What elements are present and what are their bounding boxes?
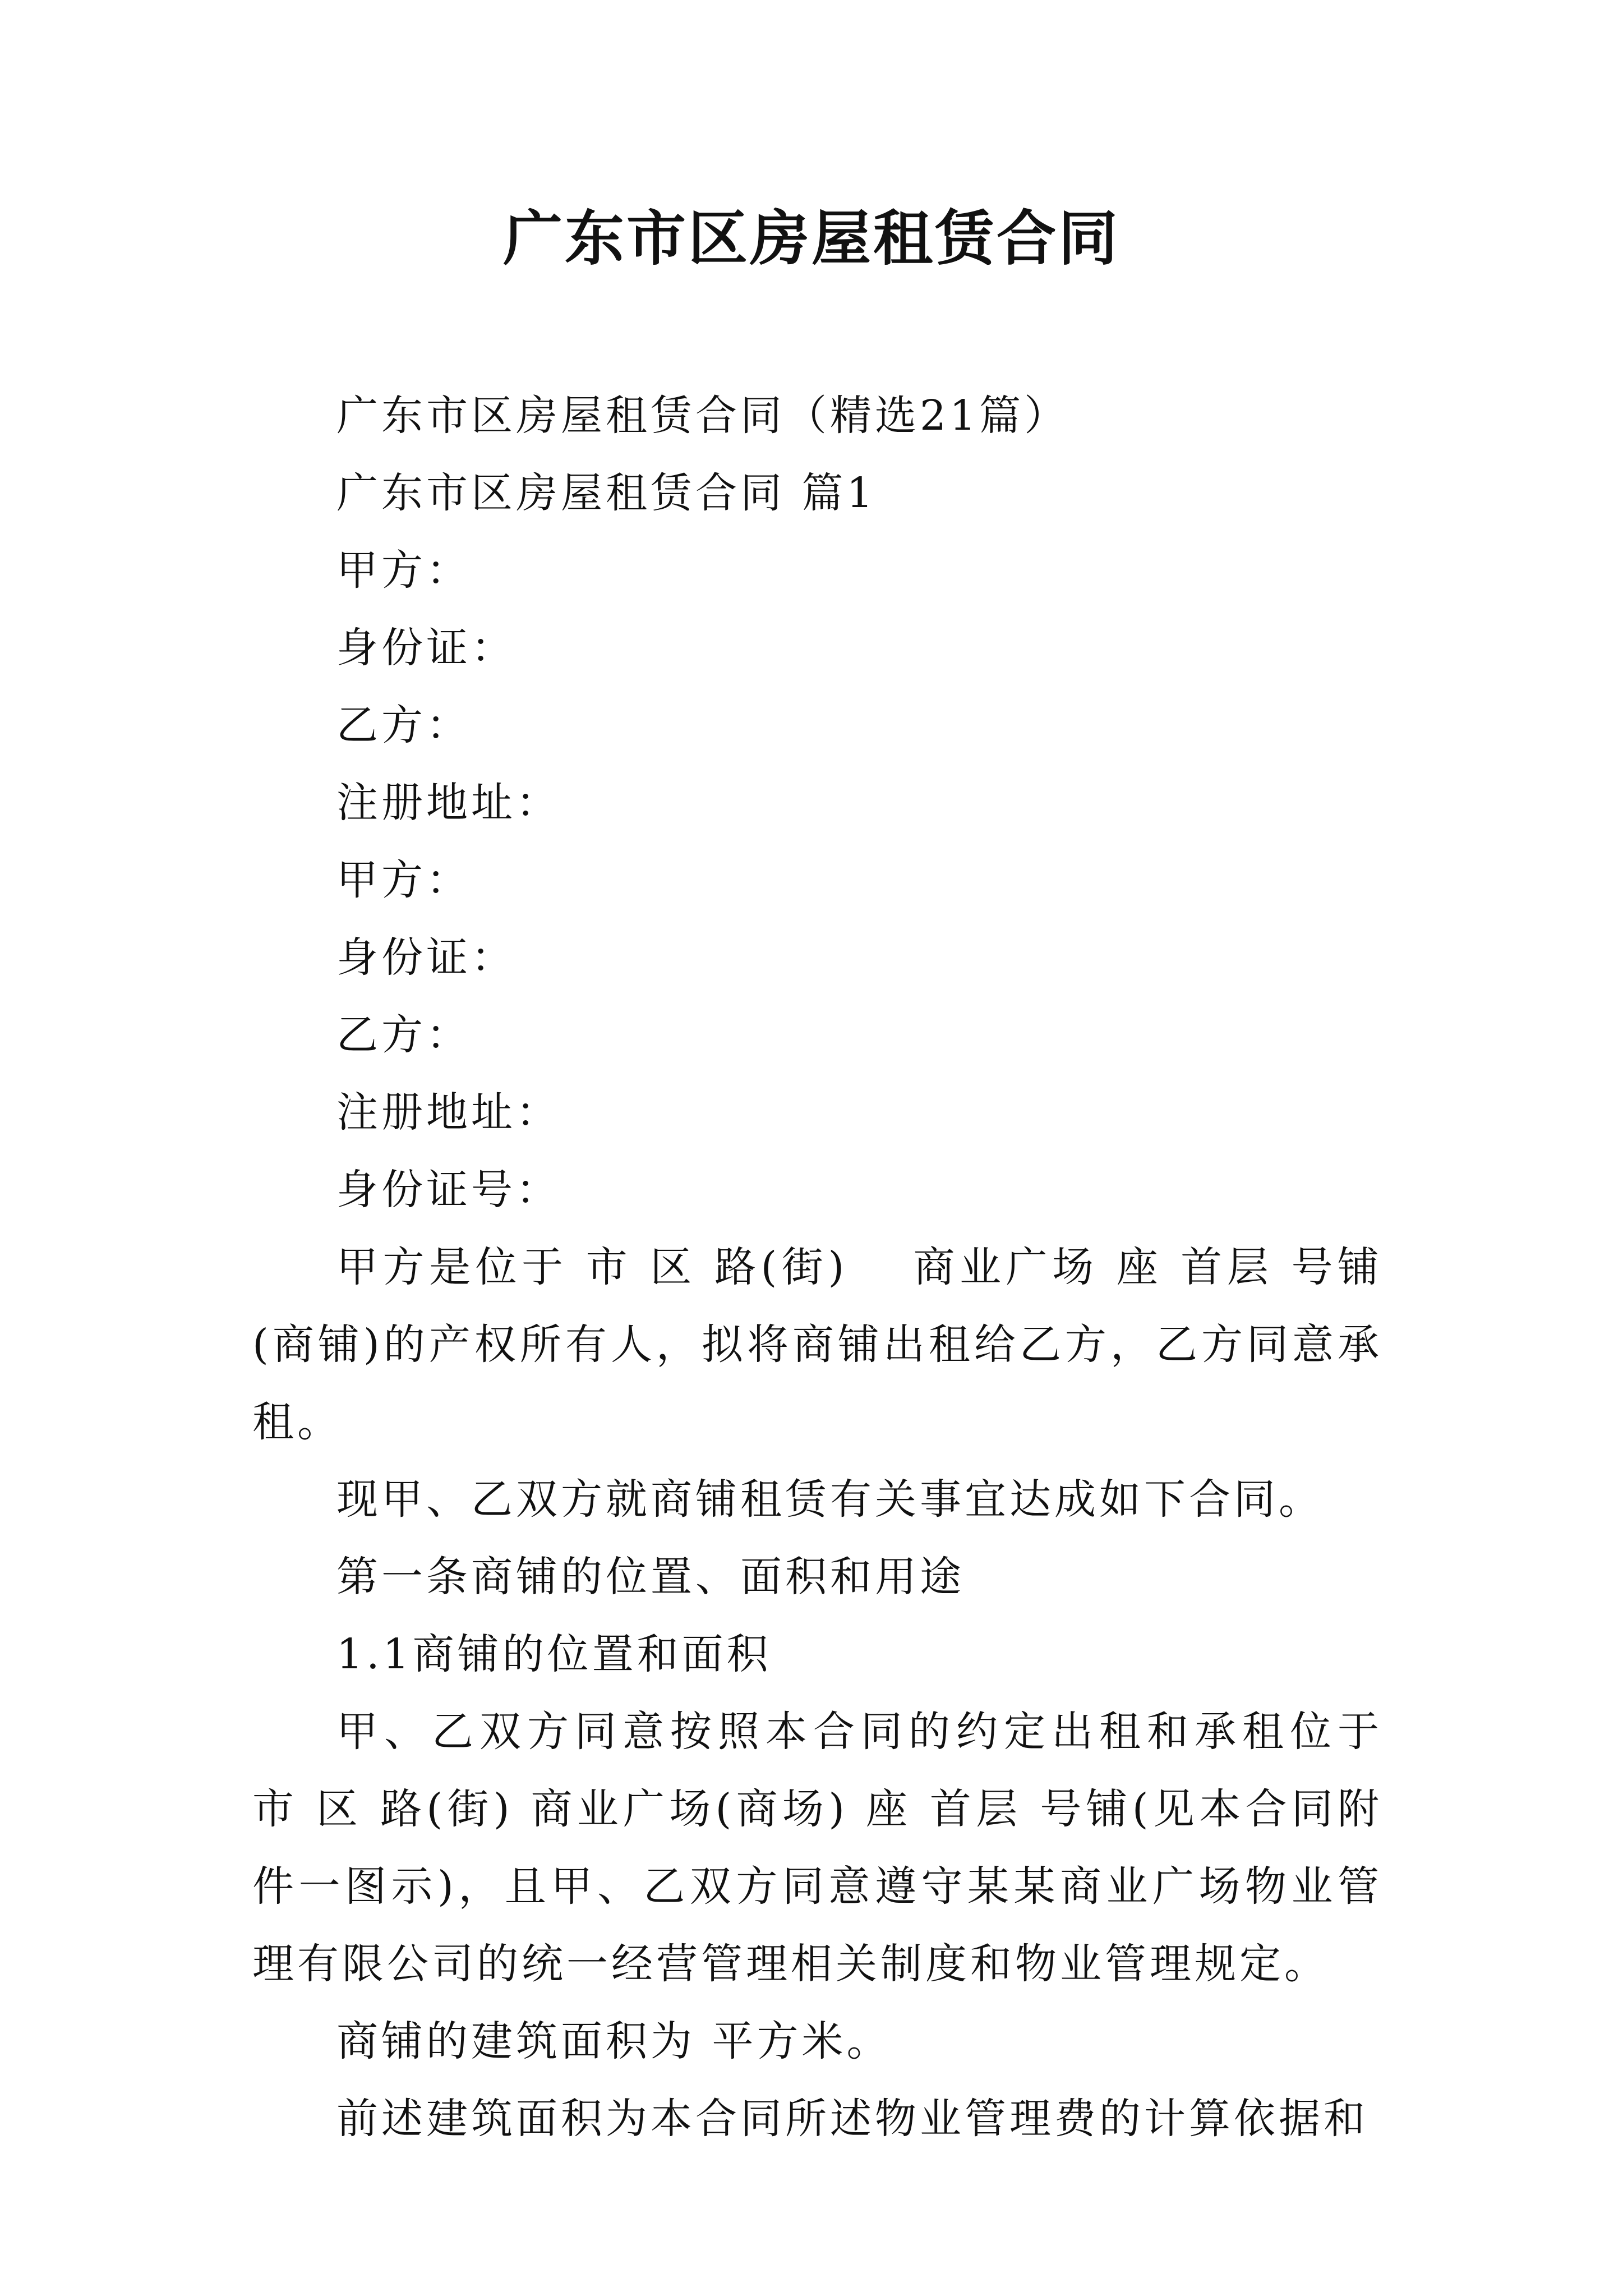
id-number-label: 身份证号： — [336, 1166, 561, 1214]
document-body — [252, 377, 1382, 2157]
document-title: 广东市区房屋租赁合同 — [503, 203, 1120, 273]
lease-location-paragraph: 甲、乙双方同意按照本合同的约定出租和承租位于 市 区 路(街) 商业广场(商场) 座 首层 号铺(见本合同附件一图示)，且甲、乙双方同意遵守某某商业广场物业管理有限公司的统一经营管理相关制度和物业管理规定。 — [252, 1708, 1382, 1988]
property-owner-paragraph: 甲方是位于 市 区 路(街) 商业广场 座 首层 号铺(商铺)的产权所有人，拟将商铺出租给乙方，乙方同意承租。 — [252, 1243, 1382, 1446]
clause-heading: 1.1商铺的位置和面积 — [336, 1630, 772, 1678]
id-card-label: 身份证： — [336, 624, 516, 672]
agreement-intro-paragraph: 现甲、乙双方就商铺租赁有关事宜达成如下合同。 — [336, 1475, 1324, 1524]
id-card-label: 身份证： — [336, 933, 516, 982]
article-one-heading: 第一条商铺的位置、面积和用途 — [336, 1553, 965, 1601]
registered-address-label: 注册地址： — [336, 1088, 561, 1137]
section-heading: 广东市区房屋租赁合同 篇1 — [336, 469, 877, 517]
party-a-label: 甲方： — [336, 546, 471, 595]
party-b-label: 乙方： — [336, 1011, 471, 1059]
party-b-label: 乙方： — [336, 701, 471, 749]
subtitle-line: 广东市区房屋租赁合同（精选21篇） — [336, 392, 1069, 440]
floor-area-paragraph: 商铺的建筑面积为 平方米。 — [336, 2017, 892, 2065]
registered-address-label: 注册地址： — [336, 779, 561, 827]
party-a-label: 甲方： — [336, 856, 471, 904]
management-fee-basis-paragraph: 前述建筑面积为本合同所述物业管理费的计算依据和 — [336, 2095, 1368, 2143]
